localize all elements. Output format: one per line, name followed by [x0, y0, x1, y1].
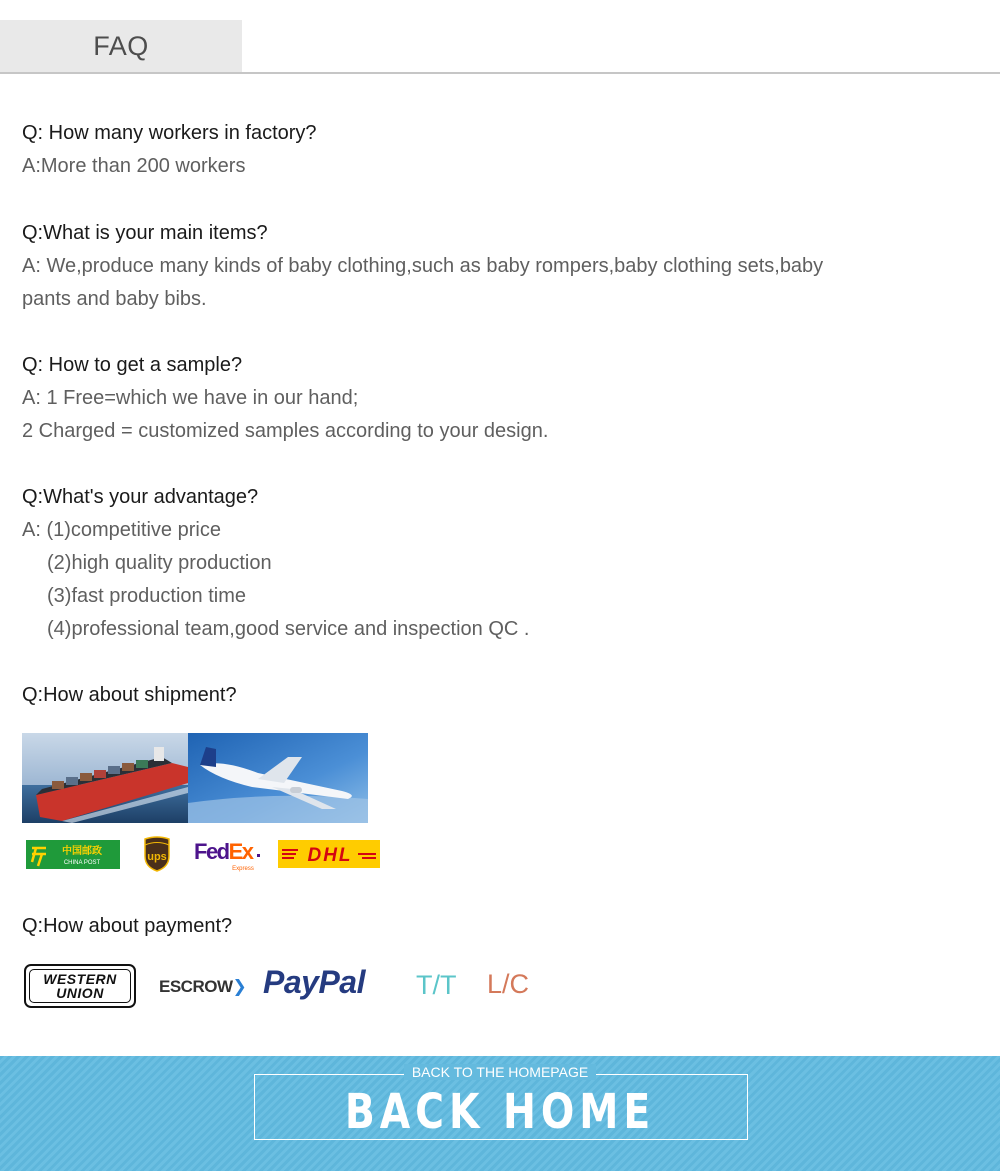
faq-question-payment: Q:How about payment? [22, 915, 233, 937]
back-to-homepage-subtitle: BACK TO THE HOMEPAGE [0, 1064, 1000, 1080]
fedex-logo [193, 838, 265, 872]
faq-header-tab: FAQ [0, 20, 242, 72]
western-union-line2: UNION [56, 985, 104, 1001]
western-union-logo [24, 964, 136, 1008]
faq-answer-advantage-line4: (4)professional team,good service and inspection QC . [47, 618, 530, 640]
faq-question-shipment: Q:How about shipment? [22, 684, 237, 706]
china-post-en-text: CHINA POST [63, 860, 101, 866]
faq-answer-sample-line1: A: 1 Free=which we have in our hand; [22, 387, 359, 409]
faq-question-main-items: Q:What is your main items? [22, 222, 268, 244]
china-post-logo [26, 840, 120, 869]
faq-answer-advantage-line2: (2)high quality production [47, 552, 272, 574]
faq-answer-sample-line2: 2 Charged = customized samples according to your design. [22, 420, 549, 442]
china-post-cn-text: 中国邮政 [62, 846, 102, 857]
faq-answer-advantage-line3: (3)fast production time [47, 585, 246, 607]
fedex-ex-text: Ex [228, 839, 253, 864]
ups-text: ups [147, 851, 167, 863]
faq-question-advantage: Q:What's your advantage? [22, 486, 259, 508]
svg-text:FedEx [194, 839, 255, 864]
faq-answer-main-items-line2: pants and baby bibs. [22, 288, 207, 310]
western-union-line1: WESTERN [43, 971, 117, 987]
fedex-express-text: Express [232, 866, 254, 872]
tt-logo: T/T [416, 970, 457, 1000]
faq-answer-workers: A:More than 200 workers [22, 155, 246, 177]
shipment-photo [22, 733, 368, 823]
back-home-button[interactable]: BACK HOME [344, 1084, 656, 1140]
paypal-logo [263, 964, 365, 1001]
dhl-text: DHL [307, 845, 353, 866]
dhl-logo [278, 840, 380, 868]
escrow-arrow-icon: ❯ [232, 977, 247, 996]
escrow-text: ESCROW [159, 977, 233, 996]
fedex-fed-text: Fed [194, 839, 229, 864]
faq-question-sample: Q: How to get a sample? [22, 354, 243, 376]
faq-answer-main-items-line1: A: We,produce many kinds of baby clothing,such as baby rompers,baby clothing sets,baby [22, 255, 824, 277]
ups-logo [142, 836, 172, 872]
escrow-logo [159, 977, 246, 997]
faq-question-workers: Q: How many workers in factory? [22, 122, 317, 144]
header-divider [0, 72, 1000, 74]
faq-answer-advantage-line1: A: (1)competitive price [22, 519, 221, 541]
back-home-banner[interactable] [0, 1056, 1000, 1171]
lc-logo: L/C [487, 969, 530, 999]
paypal-text: PayPal [263, 964, 365, 1000]
